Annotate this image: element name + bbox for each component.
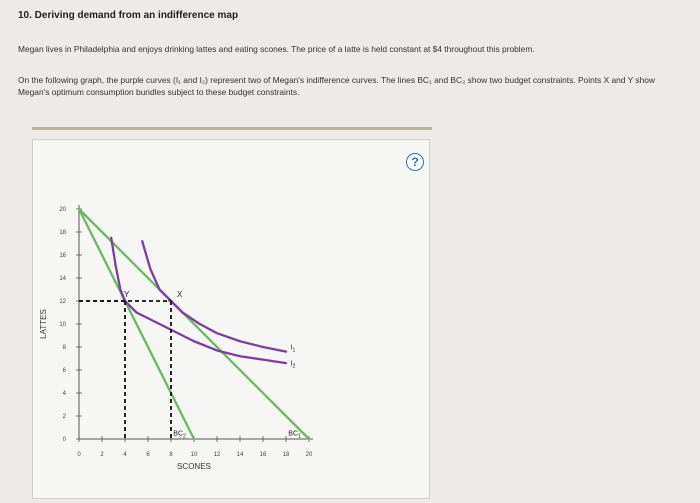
help-button[interactable]: ? [406,153,424,171]
y-tick-label: 0 [62,437,66,443]
x-tick-label: 8 [169,452,173,458]
chart-marks[interactable] [79,209,309,440]
series-bc1 [79,209,309,439]
x-tick-label: 20 [305,452,313,458]
point-marker-y: + [121,296,127,306]
y-tick-label: 4 [62,391,66,397]
x-tick-label: 10 [190,452,198,458]
x-tick-label: 4 [123,452,127,458]
y-tick-label: 2 [62,414,66,420]
intro-paragraph: Megan lives in Philadelphia and enjoys drinking lattes and eating scones. The price of a latte is held constant at $4 throughout this problem. [18,44,535,54]
page-title: 10. Deriving demand from an indifference map [18,10,239,21]
y-tick-label: 8 [62,345,66,351]
curve-label-i2: $I_2$ [290,360,296,370]
curve-label-bc2: $BC_2$ [173,430,186,440]
x-tick-label: 12 [213,452,221,458]
x-tick-label: 0 [77,452,81,458]
x-axis-label: SCONES [177,462,211,471]
point-label-y: Y [124,290,130,299]
y-tick-label: 18 [59,230,66,236]
series-bc2 [79,209,194,439]
point-label-x: X [177,290,183,299]
x-tick-label: 16 [259,452,267,458]
y-tick-label: 14 [59,276,66,282]
y-tick-label: 10 [59,322,66,328]
x-tick-label: 2 [100,452,104,458]
graph-description: On the following graph, the purple curves (I₁ and I₂) represent two of Megan's indifference curves. The lines BC₁ and BC₂ show two budget constraints. Points X and Y show Megan's optimum consumption bundles subject to these budget constraints. [18,75,655,97]
y-tick-label: 12 [59,299,66,305]
x-tick-label: 18 [282,452,290,458]
x-tick-label: 6 [146,452,150,458]
y-axis-label: LATTES [39,309,48,339]
curve-label-i1: $I_1$ [290,344,296,354]
y-tick-label: 16 [59,253,66,259]
x-tick-label: 14 [236,452,244,458]
series-i1 [142,241,286,351]
curve-label-bc1: $BC_1$ [288,430,301,440]
point-marker-x: + [167,296,173,306]
y-tick-label: 20 [59,207,66,213]
y-tick-label: 6 [62,368,66,374]
